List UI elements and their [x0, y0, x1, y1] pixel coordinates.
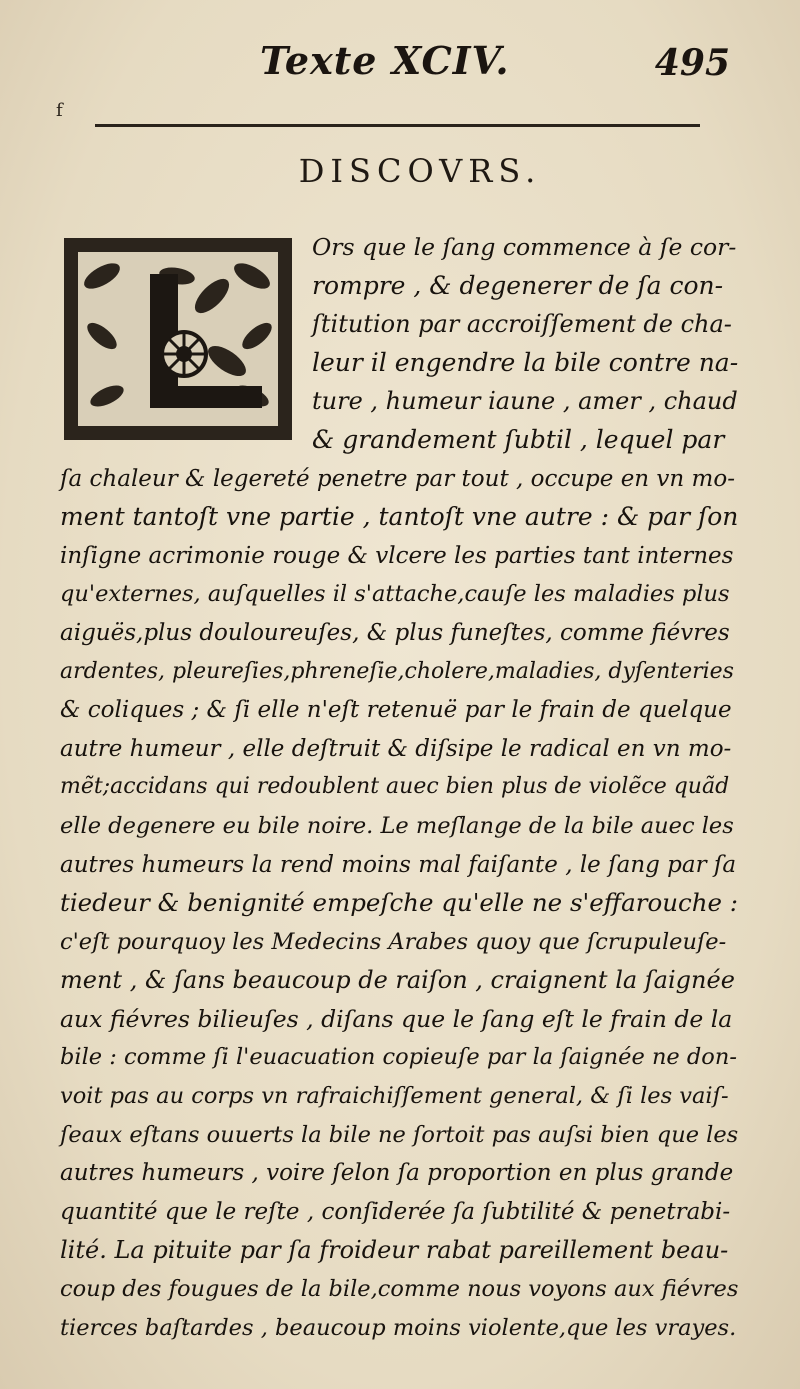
text-line: mẽt;accidans qui redoublent auec bien plus de violẽce quãd — [60, 774, 730, 800]
text-line: tierces baſtardes , beaucoup moins violente,que les vrayes. — [60, 1314, 737, 1341]
text-line: inſigne acrimonie rouge & vlcere les parties tant internes — [60, 542, 734, 569]
text-line: aiguës,plus douloureuſes, & plus funeſtes, comme fiévres — [60, 619, 730, 646]
text-line: ſa chaleur & legereté penetre par tout , occupe en vn mo- — [60, 465, 735, 492]
text-line: bile : comme ſi l'euacuation copieuſe par la ſaignée ne don- — [60, 1044, 737, 1071]
margin-mark: f — [56, 100, 63, 121]
text-line: lité. La pituite par ſa froideur rabat pareillement beau- — [60, 1236, 729, 1265]
text-line: c'eſt pourquoy les Medecins Arabes quoy que ſcrupuleuſe- — [60, 928, 727, 955]
text-line: ture , humeur iaune , amer , chaud — [312, 387, 738, 416]
text-line: coup des fougues de la bile,comme nous voyons aux fiévres — [60, 1276, 739, 1303]
text-line: ardentes, pleureſies,phreneſie,cholere,maladies, dyſenteries — [60, 658, 734, 684]
text-line: autre humeur , elle deſtruit & diſsipe le radical en vn mo- — [60, 735, 732, 762]
text-line: qu'externes, auſquelles il s'attache,cauſe les maladies plus — [60, 581, 730, 608]
text-line: voit pas au corps vn rafraichiſſement general, & ſi les vaiſ- — [60, 1083, 729, 1110]
text-line: aux fiévres bilieuſes , diſans que le ſang eſt le frain de la — [60, 1004, 733, 1033]
text-line: & coliques ; & ſi elle n'eſt retenuë par le frain de quelque — [60, 697, 732, 724]
text-line: elle degenere eu bile noire. Le meſlange de la bile auec les — [60, 812, 734, 839]
section-heading: DISCOVRS. — [298, 152, 542, 190]
body-text — [60, 228, 740, 1347]
text-line: & grandement ſubtil , lequel par — [312, 424, 725, 454]
text-line: ment , & ſans beaucoup de raiſon , craignent la ſaignée — [60, 966, 735, 995]
text-line: quantité que le reſte , conſiderée ſa ſubtilité & penetrabi- — [60, 1198, 731, 1225]
running-title: Texte XCIV. — [260, 38, 510, 83]
page-header — [60, 38, 760, 98]
text-line: autres humeurs la rend moins mal faiſante , le ſang par ſa — [60, 851, 737, 878]
text-line: tiedeur & benignité empeſche qu'elle ne s'effarouche : — [60, 888, 739, 918]
text-line: leur il engendre la bile contre na- — [312, 347, 739, 377]
page-number: 495 — [654, 42, 730, 84]
text-line: ſeaux eſtans ouuerts la bile ne ſortoit pas auſsi bien que les — [60, 1121, 739, 1148]
text-line: ment tantoſt vne partie , tantoſt vne autre : & par ſon — [60, 502, 739, 532]
text-line: rompre , & degenerer de ſa con- — [312, 270, 724, 300]
header-rule — [95, 124, 700, 127]
text-line: Ors que le ſang commence à ſe cor- — [312, 233, 737, 261]
text-line: autres humeurs , voire ſelon ſa proportion en plus grande — [60, 1160, 734, 1187]
text-line: ſtitution par accroiſſement de cha- — [312, 310, 732, 339]
